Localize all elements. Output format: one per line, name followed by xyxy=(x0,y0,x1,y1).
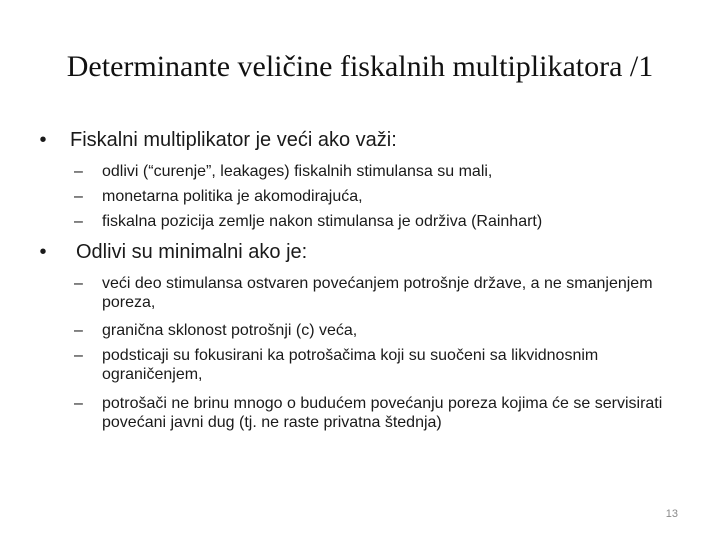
dash-marker: – xyxy=(74,275,83,292)
bullet-marker: • xyxy=(39,129,47,151)
bullet-1-item-2-text: monetarna politika je akomodirajuća, xyxy=(102,188,363,205)
dash-marker: – xyxy=(74,163,83,180)
bullet-1-text: Fiskalni multiplikator je veći ako važi: xyxy=(70,129,397,151)
dash-marker: – xyxy=(74,395,83,412)
bullet-2-item-2-text: granična sklonost potrošnji (c) veća, xyxy=(102,322,358,339)
dash-marker: – xyxy=(74,347,83,364)
bullet-1-item-1-text: odlivi (“curenje”, leakages) fiskalnih stimulansa su mali, xyxy=(102,163,493,180)
page-number: 13 xyxy=(665,508,678,520)
bullet-2-item-3-text: podsticaji su fokusirani ka potrošačima koji su suočeni sa likvidnosnim ograničenjem, xyxy=(102,347,599,383)
bullet-2-text: Odlivi su minimalni ako je: xyxy=(76,241,308,263)
dash-marker: – xyxy=(74,322,83,339)
bullet-1-item-3-text: fiskalna pozicija zemlje nakon stimulansa je održiva (Rainhart) xyxy=(102,213,543,230)
slide-title: Determinante veličine fiskalnih multiplikatora /1 xyxy=(66,50,654,83)
bullet-2-item-1-text: veći deo stimulansa ostvaren povećanjem potrošnje države, a ne smanjenjem poreza, xyxy=(102,275,653,311)
bullet-marker: • xyxy=(39,241,47,263)
dash-marker: – xyxy=(74,213,83,230)
bullet-2-item-4-text: potrošači ne brinu mnogo o budućem povećanju poreza kojima će se servisirati povećani javni dug (tj. ne raste privatna štednja) xyxy=(102,395,663,431)
dash-marker: – xyxy=(74,188,83,205)
